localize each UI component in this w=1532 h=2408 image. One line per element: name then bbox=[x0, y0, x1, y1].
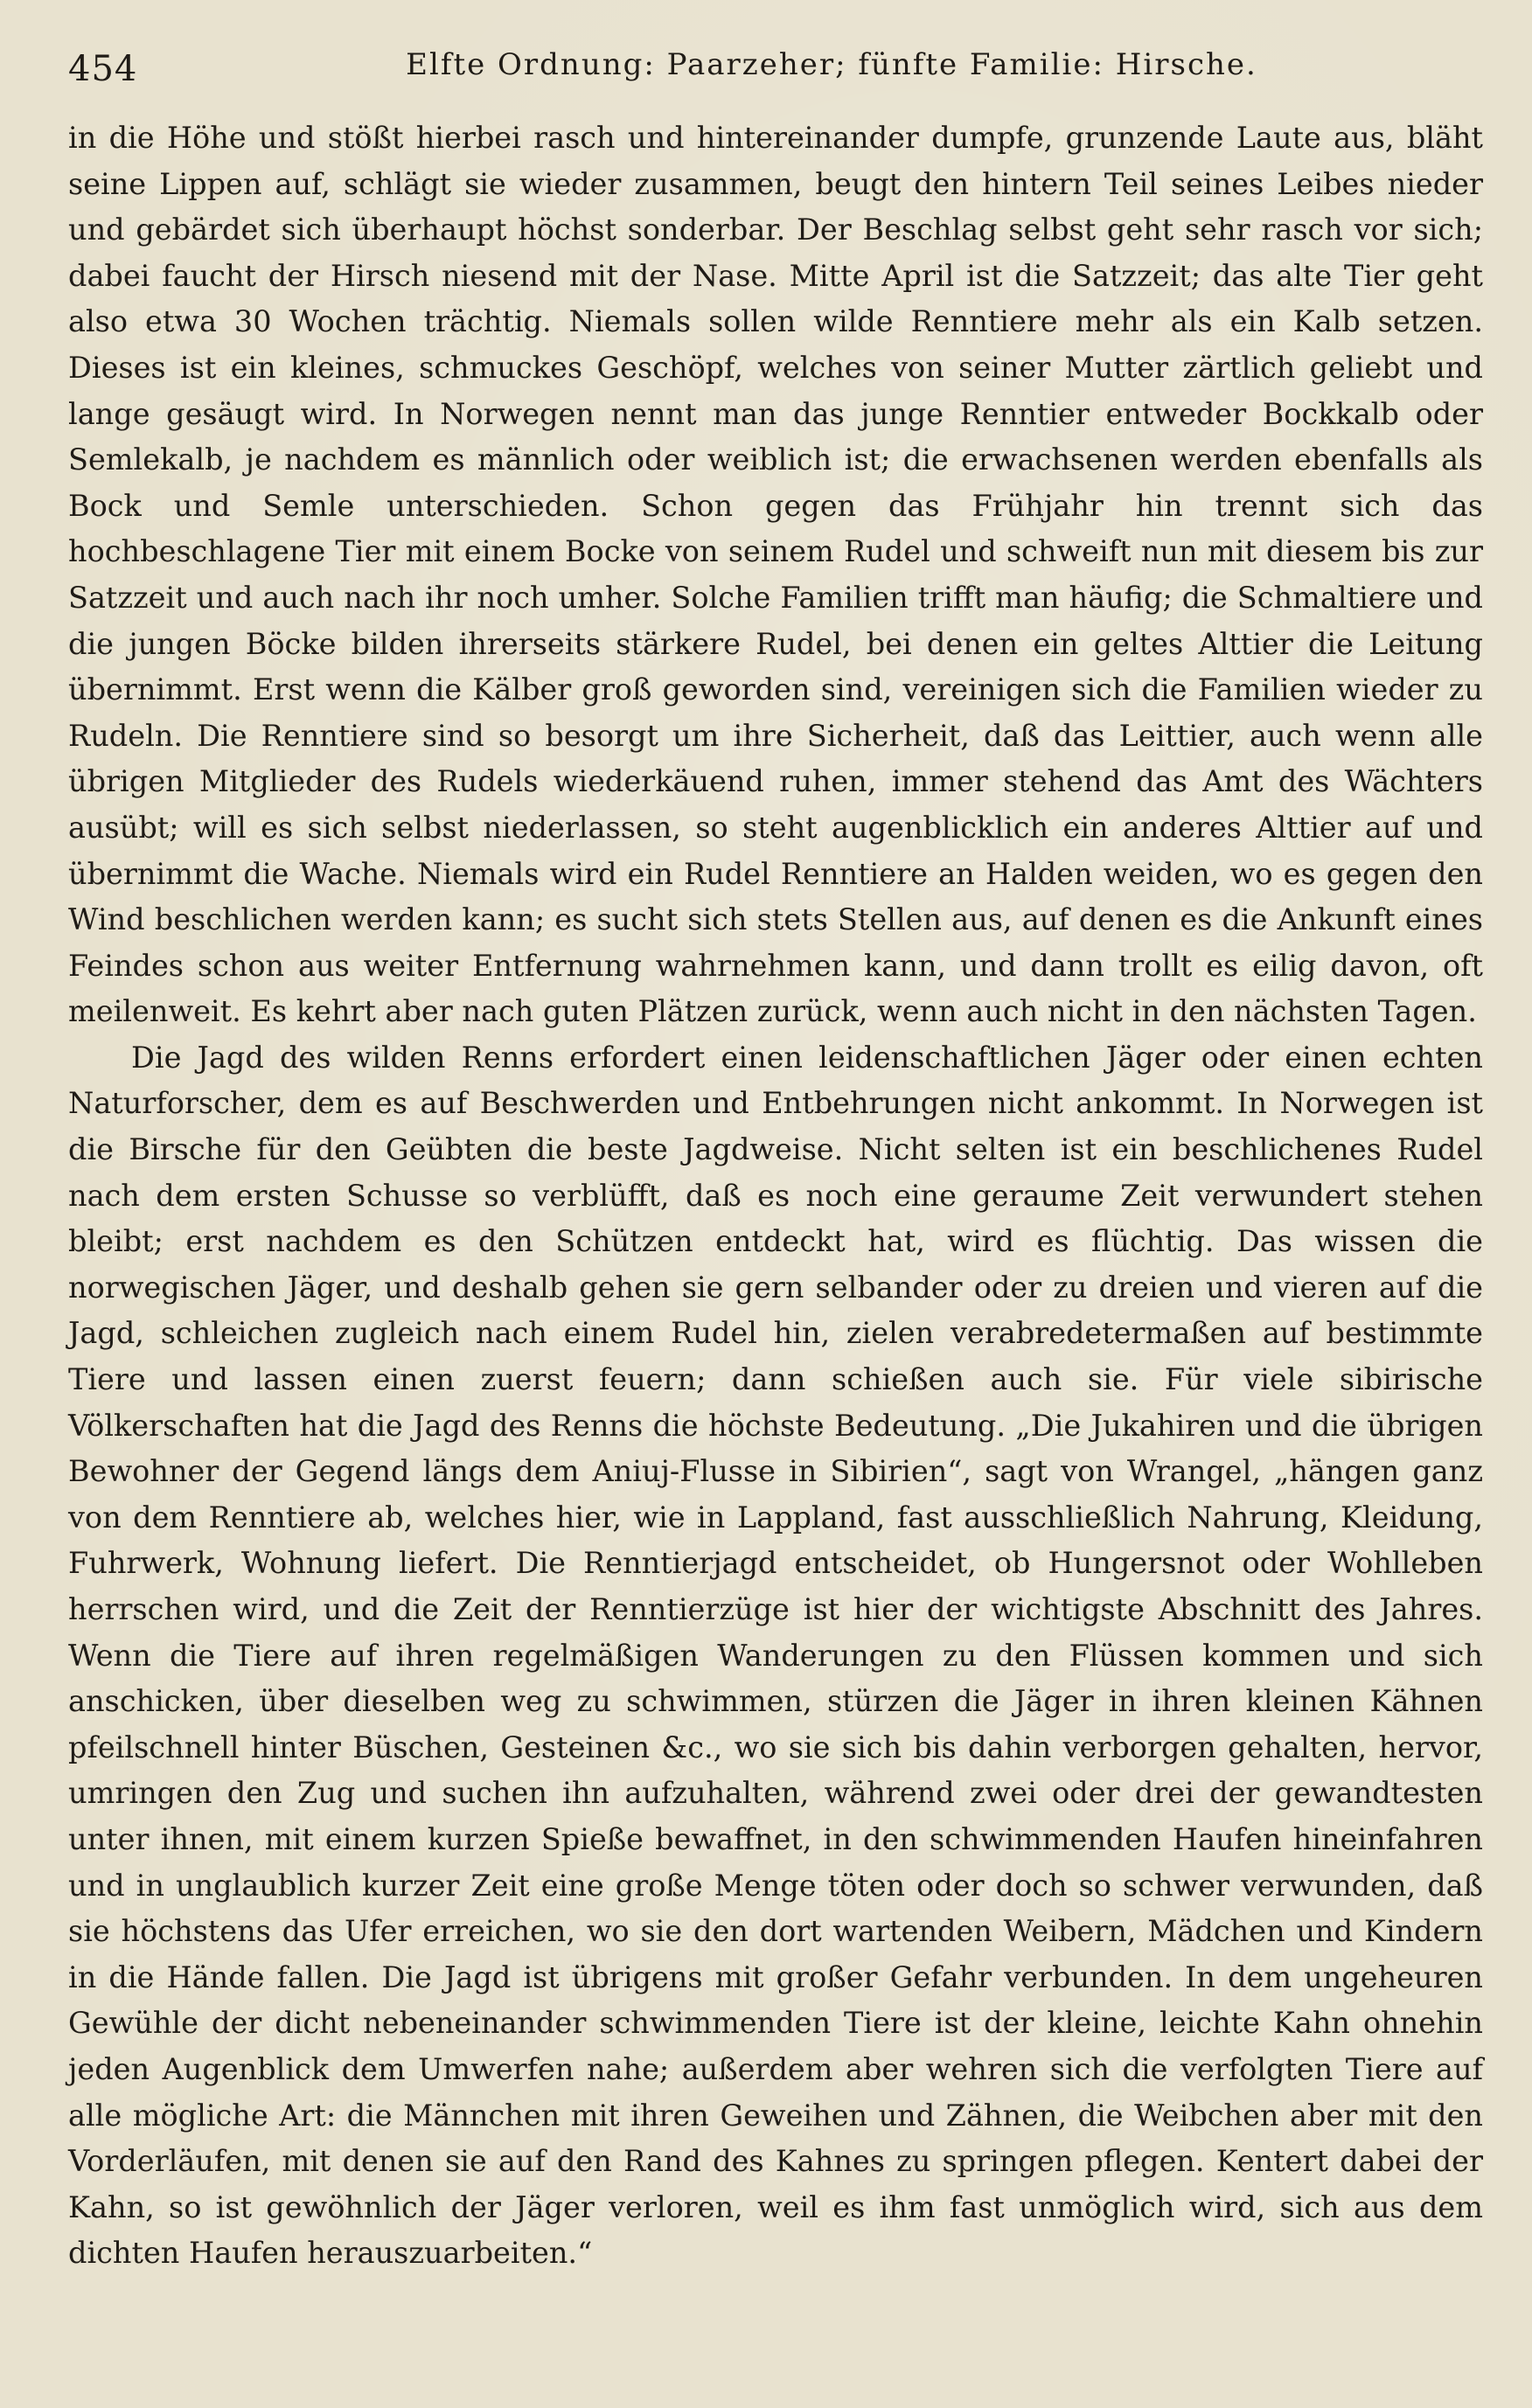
paragraph-continued: in die Höhe und stößt hierbei rasch und hintereinander dumpfe, grunzende Laute aus, bläht seine Lippen auf, schlägt sie wieder zusammen, beugt den hintern Teil seines Leibes nieder und gebärdet sich überhaupt höchst sonderbar. Der Beschlag selbst geht sehr rasch vor sich; dabei faucht der Hirsch niesend mit der Nase. Mitte April ist die Satzzeit; das alte Tier geht also etwa 30 Wochen trächtig. Niemals sollen wilde Renntiere mehr als ein Kalb setzen. Dieses ist ein kleines, schmuckes Geschöpf, welches von seiner Mutter zärtlich geliebt und lange gesäugt wird. In Norwegen nennt man das junge Renntier entweder Bockkalb oder Semlekalb, je nachdem es männlich oder weiblich ist; die erwachsenen werden ebenfalls als Bock und Semle unterschieden. Schon gegen das Frühjahr hin trennt sich das hochbeschlagene Tier mit einem Bocke von seinem Rudel und schweift nun mit diesem bis zur Satzzeit und auch nach ihr noch umher. Solche Familien trifft man häufig; die Schmaltiere und die jungen Böcke bilden ihrerseits stärkere Rudel, bei denen ein geltes Alttier die Leitung übernimmt. Erst wenn die Kälber groß geworden sind, vereinigen sich die Familien wieder zu Rudeln. Die Renntiere sind so besorgt um ihre Sicherheit, daß das Leittier, auch wenn alle übrigen Mitglieder des Rudels wiederkäuend ruhen, immer stehend das Amt des Wächters ausübt; will es sich selbst niederlassen, so steht augenblicklich ein anderes Alttier auf und übernimmt die Wache. Niemals wird ein Rudel Renntiere an Halden weiden, wo es gegen den Wind beschlichen werden kann; es sucht sich stets Stellen aus, auf denen es die Ankunft eines Feindes schon aus weiter Entfernung wahrnehmen kann, und dann trollt es eilig davon, oft meilenweit. Es kehrt aber nach guten Plätzen zurück, wenn auch nicht in den nächsten Tagen. bbox=[68, 121, 1483, 1029]
page-number: 454 bbox=[68, 49, 138, 89]
paragraph-hunting: Die Jagd des wilden Renns erfordert einen leidenschaftlichen Jäger oder einen echten Naturforscher, dem es auf Beschwerden und Entbehrungen nicht ankommt. In Norwegen ist die Birsche für den Geübten die beste Jagdweise. Nicht selten ist ein beschlichenes Rudel nach dem ersten Schusse so verblüfft, daß es noch eine geraume Zeit verwundert stehen bleibt; erst nachdem es den Schützen entdeckt hat, wird es flüchtig. Das wissen die norwegischen Jäger, und deshalb gehen sie gern selbander oder zu dreien und vieren auf die Jagd, schleichen zugleich nach einem Rudel hin, zielen verabredetermaßen auf bestimmte Tiere und lassen einen zuerst feuern; dann schießen auch sie. Für viele sibirische Völkerschaften hat die Jagd des Renns die höchste Bedeutung. „Die Jukahiren und die übrigen Bewohner der Gegend längs dem Aniuj-Flusse in Sibirien“, sagt von Wrangel, „hängen ganz von dem Renntiere ab, welches hier, wie in Lappland, fast ausschließlich Nahrung, Kleidung, Fuhrwerk, Wohnung liefert. Die Renntierjagd entscheidet, ob Hungersnot oder Wohlleben herrschen wird, und die Zeit der Renntierzüge ist hier der wichtigste Abschnitt des Jahres. Wenn die Tiere auf ihren regelmäßigen Wanderungen zu den Flüssen kommen und sich anschicken, über dieselben weg zu schwimmen, stürzen die Jäger in ihren kleinen Kähnen pfeilschnell hinter Büschen, Gesteinen &c., wo sie sich bis dahin verborgen gehalten, hervor, umringen den Zug und suchen ihn aufzuhalten, während zwei oder drei der gewandtesten unter ihnen, mit einem kurzen Spieße bewaffnet, in den schwimmenden Haufen hineinfahren und in unglaublich kurzer Zeit eine große Menge töten oder doch so schwer verwunden, daß sie höchstens das Ufer erreichen, wo sie den dort wartenden Weibern, Mädchen und Kindern in die Hände fallen. Die Jagd ist übrigens mit großer Gefahr verbunden. In dem ungeheuren Gewühle der dicht nebeneinander schwimmenden Tiere ist der kleine, leichte Kahn ohnehin jeden Augenblick dem Umwerfen nahe; außerdem aber wehren sich die verfolgten Tiere auf alle mögliche Art: die Männchen mit ihren Geweihen und Zähnen, die Weibchen aber mit den Vorderläufen, mit denen sie auf den Rand des Kahnes zu springen pflegen. Kentert dabei der Kahn, so ist gewöhnlich der Jäger verloren, weil es ihm fast unmöglich wird, sich aus dem dichten Haufen herauszuarbeiten.“ bbox=[68, 1040, 1483, 2271]
body-text bbox=[68, 115, 1483, 2277]
page-header bbox=[68, 44, 1490, 89]
running-head: Elfte Ordnung: Paarzeher; fünfte Familie: Hirsche. bbox=[406, 47, 1257, 82]
